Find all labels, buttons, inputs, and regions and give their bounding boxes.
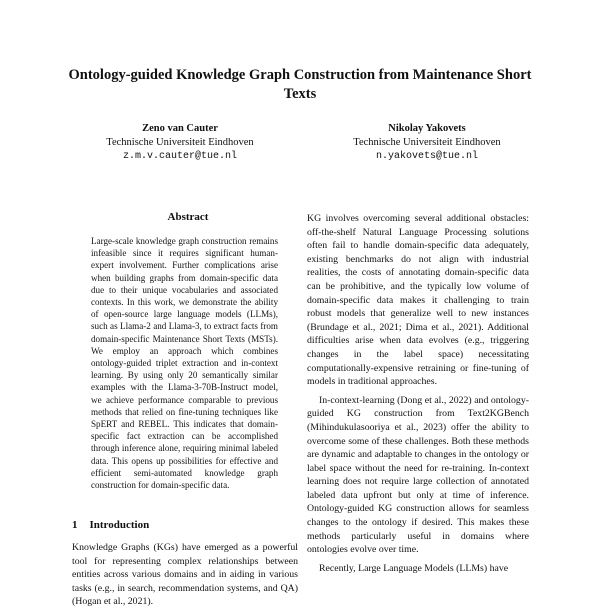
author-affiliation: Technische Universiteit Eindhoven [106, 137, 254, 148]
abstract-heading: Abstract [167, 211, 209, 223]
author-name: Zeno van Cauter [142, 123, 218, 134]
section-title: Introduction [89, 519, 150, 531]
body-paragraph: Recently, Large Language Models (LLMs) have [319, 562, 509, 574]
body-paragraph: KG involves overcoming several additional obstacles: off-the-shelf Natural Language Processing solutions often fail to handle domain-specific data adequately, existing benchmarks do not align with industrial realities, the costs of annotating domain-specific data can be prohibitive, and the typically low volume of domain-specific data makes it challenging to train robust models that generalize well to new instances (Brundage et al., 2021; Dima et al., 2021). Additional difficulties arise when data evolves (e.g., triggering changes in the label space) necessitating computationally-expensive retraining or fine-tuning of models in traditional approaches. [307, 213, 529, 388]
body-paragraph: In-context-learning (Dong et al., 2022) and ontology-guided KG construction from Text2KGBench (Mihindukulasooriya et al., 2023) offer the ability to overcome some of these challenges. Both these methods are dynamic and adaptable to changes in the ontology or label space without the need for re-training. In-context learning does not require large collection of annotated labeled data upfront but only at time of inference. Ontology-guided KG construction allows for seamless changes to the ontology if desired. This makes these methods particularly useful in domains where ontologies evolve over time. [307, 394, 529, 556]
abstract-text: Large-scale knowledge graph construction remains infeasible since it requires significant human-expert involvement. Further complications arise when building graphs from domain-specific data due to their unique vocabularies and associated contexts. In this work, we demonstrate the ability of open-source large language models (LLMs), such as Llama-2 and Llama-3, to extract facts from domain-specific Maintenance Short Texts (MSTs). We employ an approach which combines ontology-guided triplet extraction and in-context learning. By using only 20 semantically similar examples with the Llama-3-70B-Instruct model, we achieve performance comparable to previous methods that relied on fine-tuning techniques like SpERT and REBEL. This indicates that domain-specific fact extraction can be accomplished through inference alone, requiring minimal labeled data. This opens up possibilities for effective and efficient semi-automated knowledge graph construction for domain-specific data. [91, 236, 278, 491]
author-block-2 [312, 122, 542, 164]
section-heading [72, 519, 149, 531]
section-number: 1 [72, 519, 78, 531]
author-affiliation: Technische Universiteit Eindhoven [353, 137, 501, 148]
author-email: z.m.v.cauter@tue.nl [122, 151, 238, 162]
right-column [307, 212, 529, 580]
author-name: Nikolay Yakovets [388, 123, 466, 134]
intro-paragraph: Knowledge Graphs (KGs) have emerged as a powerful tool for representing complex relationships between entities across various domains and in aiding in various tasks (e.g., in search, recommendation systems, and QA) (Hogan et al., 2021). [72, 542, 298, 608]
paper-title: Ontology-guided Knowledge Graph Construction from Maintenance Short Texts [68, 67, 532, 102]
author-email: n.yakovets@tue.nl [375, 151, 479, 162]
author-block-1 [65, 122, 295, 164]
